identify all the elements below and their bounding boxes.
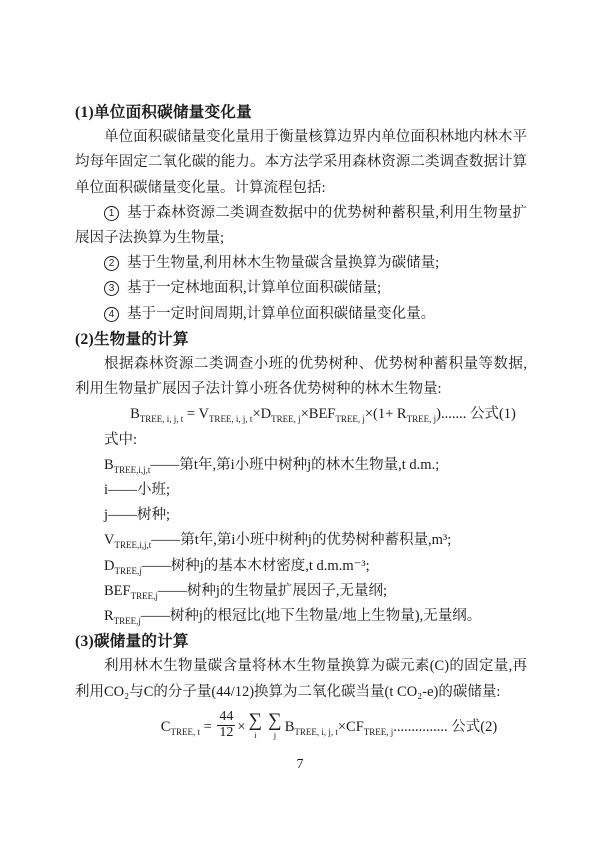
definition-list [75, 453, 527, 629]
process-step [75, 276, 527, 301]
definition-item [75, 503, 527, 528]
definition-term: i [104, 482, 109, 499]
definition-description: ——小班; [108, 482, 171, 499]
circled-number: 3 [104, 281, 119, 296]
process-step-list [75, 201, 527, 327]
definition-term: $V_{TREE,i,j,t}$ [104, 532, 152, 551]
definition-term: $BEF_{TREE,j}$ [104, 582, 158, 601]
summation-symbol: ∑ j [268, 710, 282, 741]
definition-item [75, 604, 527, 629]
definition-description: ——第t年,第i小班中树种j的林木生物量,t d.m.; [150, 456, 440, 473]
definition-term: j [104, 507, 109, 524]
step-text: 基于生物量,利用林木生物量碳含量换算为碳储量; [127, 255, 440, 272]
definition-item [75, 453, 527, 478]
section-3-heading: (3)碳储量的计算 [75, 633, 189, 651]
process-step [75, 302, 527, 327]
step-text: 基于森林资源二类调查数据中的优势树种蓄积量,利用生物量扩展因子法换算为生物量; [75, 204, 527, 247]
section-1-heading: (1)单位面积碳储量变化量 [75, 104, 252, 121]
circled-number: 1 [104, 206, 119, 221]
summation-symbol: ∑ i [248, 710, 263, 741]
step-text: 基于一定时间周期,计算单位面积碳储量变化量。 [127, 305, 436, 322]
where-label: 式中: [104, 431, 138, 448]
section-3-paragraph: 利用林木生物量碳含量将林木生物量换算为碳元素(C)的固定量,再利用CO₂与C的分子量(44/12)换算为二氧化碳当量(t CO₂-e)的碳储量: [75, 658, 527, 700]
circled-number: 2 [104, 256, 119, 271]
process-step [75, 251, 527, 276]
definition-item [75, 528, 527, 553]
definition-term: $B_{TREE,i,j,t}$ [104, 456, 151, 475]
formula-1: $B_{TREE, i, j, t} = V_{TREE, i, j, t}\times D_{TREE, j}\times BEF_{TREE, j}\times(1+ R_{TREE, j})$....... 公式(1) [130, 406, 516, 425]
definition-description: ——树种j的生物量扩展因子,无量纲; [157, 582, 388, 599]
section-1-paragraph: 单位面积碳储量变化量用于衡量核算边界内单位面积林地内林木平均每年固定二氧化碳的能力。本方法学采用森林资源二类调查数据计算单位面积碳储量变化量。计算流程包括: [75, 129, 527, 196]
definition-description: ——树种j的基本木材密度,t d.m.m⁻³; [141, 557, 370, 574]
page-content [75, 100, 527, 749]
circled-number: 4 [104, 307, 119, 322]
section-2-heading: (2)生物量的计算 [75, 330, 189, 348]
process-step [75, 201, 527, 251]
page-number: 7 [296, 757, 304, 772]
definition-description: ——树种; [108, 507, 171, 524]
definition-term: $R_{TREE,j}$ [104, 608, 141, 626]
fraction: $\frac{44}{12}$ [219, 709, 234, 741]
section-2-paragraph: 根据森林资源二类调查小班的优势树种、优势树种蓄积量等数据,利用生物量扩展因子法计算小班各优势树种的林木生物量: [75, 356, 527, 398]
definition-description: ——第t年,第i小班中树种j的优势树种蓄积量,m³; [151, 532, 452, 549]
definition-item [75, 478, 527, 503]
definition-description: ——树种j的根冠比(地下生物量/地上生物量),无量纲。 [140, 608, 482, 625]
definition-item [75, 554, 527, 579]
formula-2: $C_{TREE, t}$ = $\frac{44}{12}$ × ∑ i ∑ j $B_{TREE, i, j, t}\times CF_{TREE, j}$............... 公式(2) [160, 709, 498, 741]
definition-item [75, 579, 527, 604]
step-text: 基于一定林地面积,计算单位面积碳储量; [127, 280, 382, 297]
definition-term: $D_{TREE,j}$ [104, 557, 142, 576]
